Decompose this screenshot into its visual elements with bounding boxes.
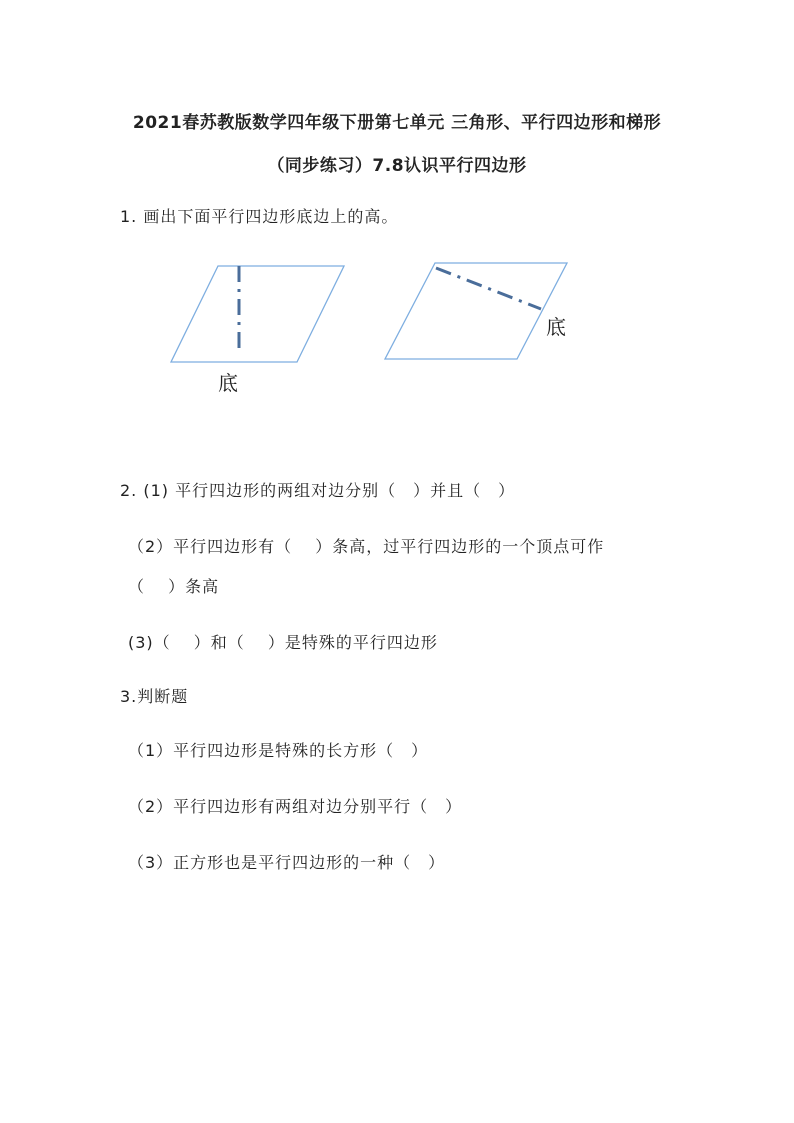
question-2-part-3: (3)（ ）和（ ）是特殊的平行四边形 — [128, 633, 438, 652]
question-2-part-2a: （2）平行四边形有（ ）条高，过平行四边形的一个顶点可作 — [128, 537, 605, 556]
base-label-1: 底 — [218, 371, 238, 395]
question-3-item-2: （2）平行四边形有两组对边分别平行（ ） — [128, 797, 463, 816]
parallelogram-1 — [171, 266, 344, 362]
question-2-part-2b: （ ）条高 — [128, 577, 220, 596]
height-line-2 — [436, 268, 541, 309]
question-3-item-3: （3）正方形也是平行四边形的一种（ ） — [128, 853, 446, 872]
document-title-line-2: （同步练习）7.8认识平行四边形 — [267, 156, 527, 176]
base-label-2: 底 — [546, 315, 566, 339]
question-2-part-1: 2. (1) 平行四边形的两组对边分别（ ）并且（ ） — [120, 481, 516, 500]
parallelogram-2 — [385, 263, 567, 359]
question-3-heading: 3.判断题 — [120, 687, 189, 706]
parallelogram-figures — [150, 250, 590, 400]
document-title-line-1: 2021春苏教版数学四年级下册第七单元 三角形、平行四边形和梯形 — [132, 113, 662, 133]
question-1-text: 1. 画出下面平行四边形底边上的高。 — [120, 207, 399, 226]
question-3-item-1: （1）平行四边形是特殊的长方形（ ） — [128, 741, 429, 760]
